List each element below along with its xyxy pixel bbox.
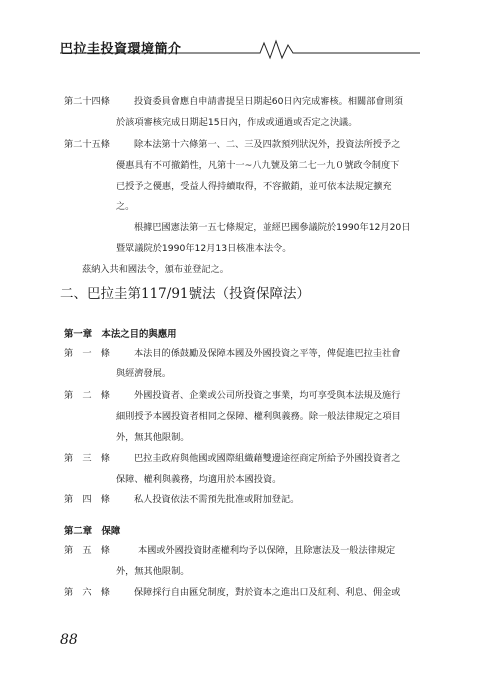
article-5-line-2: 外，無其他限制。 bbox=[116, 566, 190, 577]
chapter-1-title: 第一章 本法之目的與應用 bbox=[64, 329, 177, 340]
article-1-line-1: 本法目的係鼓勵及保障本國及外國投資之平等，俾促進巴拉圭社會 bbox=[134, 348, 401, 359]
article-25-line-3: 已授予之優惠，受益人得持續取得，不容撤銷，並可依本法規定擴充 bbox=[116, 181, 392, 192]
article-24-line-1: 投資委員會應自申請書提呈日期起60日內完成審核。相關部會則須 bbox=[134, 96, 403, 107]
article-6-line-1: 保障採行自由匯兌制度，對於資本之進出口及紅利、利息、佣金或 bbox=[134, 587, 401, 598]
article-5-line-1: 本國或外國投資財產權利均予以保障，且除憲法及一般法律規定 bbox=[138, 545, 396, 556]
header-title: 巴拉圭投資環境簡介 bbox=[60, 42, 182, 57]
article-5-label: 第 五 條 bbox=[64, 545, 110, 556]
article-25-line-4: 之。 bbox=[116, 201, 135, 212]
article-2-line-1: 外國投資者、企業或公司所投資之事業，均可享受與本法規及施行 bbox=[134, 390, 401, 401]
section-title: 二、巴拉圭第117/91號法（投資保障法） bbox=[60, 286, 310, 302]
article-2-label: 第 二 條 bbox=[64, 390, 110, 401]
chapter-2-title: 第二章 保障 bbox=[64, 526, 121, 537]
article-3-line-2: 保障、權利與義務，均適用於本國投資。 bbox=[116, 474, 282, 485]
article-25-line-1: 除本法第十六條第一、二、三及四款預列狀況外，投資法所授予之 bbox=[134, 139, 401, 150]
basis-line-2: 暨眾議院於1990年12月13日核准本法令。 bbox=[116, 243, 292, 254]
article-24-label: 第二十四條 bbox=[64, 96, 110, 107]
article-1-line-2: 與經濟發展。 bbox=[116, 368, 172, 379]
article-24-line-2: 於該項審核完成日期起15日內，作成或通過或否定之決議。 bbox=[116, 117, 358, 128]
article-3-label: 第 三 條 bbox=[64, 453, 110, 464]
article-6-label: 第 六 條 bbox=[64, 587, 110, 598]
article-2-line-3: 外，無其他限制。 bbox=[116, 432, 190, 443]
article-4-label: 第 四 條 bbox=[64, 494, 110, 505]
article-25-label: 第二十五條 bbox=[64, 139, 110, 150]
running-header bbox=[60, 36, 420, 60]
article-2-line-2: 細則授予本國投資者相同之保障、權利與義務。除一般法律規定之項目 bbox=[116, 411, 401, 422]
basis-line-1: 根據巴國憲法第一五七條規定，並經巴國參議院於1990年12月20日 bbox=[134, 222, 411, 233]
article-1-label: 第 一 條 bbox=[64, 348, 110, 359]
page-number: 88 bbox=[60, 632, 78, 648]
article-4-line-1: 私人投資依法不需預先批准或附加登記。 bbox=[134, 494, 300, 505]
article-3-line-1: 巴拉圭政府與他國或國際組織藉雙邊途徑商定所給予外國投資者之 bbox=[134, 453, 401, 464]
article-25-line-2: 優惠具有不可撤銷性，凡第十一~八九號及第二七一九０號政令制度下 bbox=[116, 160, 400, 171]
promulgation-text: 茲納入共和國法令，頒布並登記之。 bbox=[82, 264, 229, 275]
